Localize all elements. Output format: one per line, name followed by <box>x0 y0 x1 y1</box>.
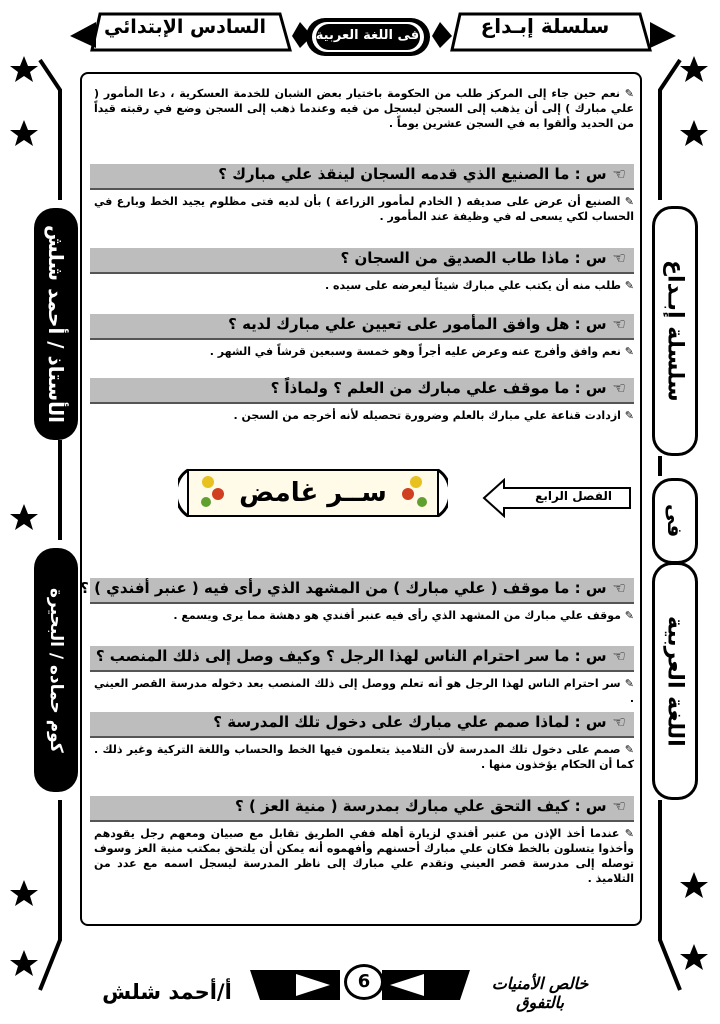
question-bar <box>90 646 634 672</box>
question-text: س : لماذا صمم علي مبارك على دخول تلك المدرسة ؟ <box>213 713 607 731</box>
hand-pointer-icon: ☜ <box>612 315 626 333</box>
star-icon <box>680 872 708 898</box>
page-number: 6 <box>344 964 384 1000</box>
bullet-icon: ✎ <box>619 827 635 840</box>
intro-answer: ✎ نعم حين جاء إلى المركز طلب من الحكومة باختيار بعض الشبان للخدمة العسكرية ، دعا المأمور ( علي مبارك ) إلى أن يذهب إلى السجن ليسجل من فيه وعندما ذهب إلى السجن وضع في رقبته قيداً من الحديد وألقوا به في السجن عشرين يوماً . <box>94 87 635 130</box>
subject-title: فى اللغة العربية <box>315 28 420 43</box>
bullet-icon: ✎ <box>620 409 634 422</box>
question-bar <box>90 248 634 274</box>
side-band-series: سلسلة إبـداع <box>652 206 698 456</box>
bullet-icon: ✎ <box>620 345 634 358</box>
grade-title: السادس الإبتدائي <box>103 16 267 38</box>
side-band-location: كوم حماده / البحيرة <box>34 548 78 792</box>
answer-text: ✎ موقف علي مبارك من المشهد الذي رأى فيه عنبر أفندي هو دهشة مما يرى ويسمع . <box>173 609 634 622</box>
hand-pointer-icon: ☜ <box>612 165 626 183</box>
star-icon <box>10 880 38 906</box>
question-bar <box>90 164 634 190</box>
side-band-teacher: الأستاذ / أحمد شلش <box>34 208 78 440</box>
star-icon <box>10 950 38 976</box>
bullet-icon: ✎ <box>620 743 634 756</box>
best-wishes: خالص الأمنيات بالتفوق <box>491 974 589 1012</box>
question-bar <box>90 796 634 822</box>
star-icon <box>10 504 38 530</box>
answer-text: ✎ ازدادت قناعة علي مبارك بالعلم وضرورة تحصيله لأنه أخرجه من السجن . <box>233 409 634 422</box>
question-bar <box>80 578 634 604</box>
side-band-in: فى <box>652 478 698 564</box>
star-icon <box>10 120 38 146</box>
question-text: س : ما موقف علي مبارك من العلم ؟ ولماذاً ؟ <box>270 379 607 397</box>
question-text: س : ماذا طاب الصديق من السجان ؟ <box>340 249 607 267</box>
question-bar <box>90 712 634 738</box>
series-title: سلسلة إبـداع <box>480 14 610 38</box>
star-icon <box>10 56 38 82</box>
chapter-title: ســر غامض <box>239 478 387 508</box>
answer-text: ✎ الصنيع أن عرض على صديقه ( الخادم لمأمور الزراعة ) بأن لديه فتى مظلوم يجيد الخط وبارع في الحساب لكي يسعى له في وظيفة عند المأمور . <box>94 195 635 223</box>
chapter-label-arrow <box>482 478 632 518</box>
star-icon <box>680 56 708 82</box>
question-text: س : كيف التحق علي مبارك بمدرسة ( منية العز ) ؟ <box>235 797 607 815</box>
chapter-number: الفصل الرابع <box>535 489 612 503</box>
bullet-icon: ✎ <box>620 677 634 690</box>
bullet-icon: ✎ <box>620 195 635 208</box>
question-text: س : ما موقف ( علي مبارك ) من المشهد الذي رأى فيه ( عنبر أفندي ) ؟ <box>80 579 607 597</box>
answer-text: ✎ طلب منه أن يكتب علي مبارك شيئاً ليعرضه على سيده . <box>325 279 634 292</box>
hand-pointer-icon: ☜ <box>612 249 626 267</box>
answer-text: ✎ صمم على دخول تلك المدرسة لأن التلاميذ يتعلمون فيها الخط والحساب واللغة التركية وغير ذلك . كما أن الحكام يؤخذون منها . <box>94 743 634 771</box>
hand-pointer-icon: ☜ <box>612 647 626 665</box>
question-text: س : هل وافق المأمور على تعيين علي مبارك لديه ؟ <box>228 315 607 333</box>
hand-pointer-icon: ☜ <box>612 797 626 815</box>
answer-text: ✎ نعم وافق وأفرج عنه وعرض عليه أجراً وهو خمسة وسبعين قرشاً في الشهر . <box>209 345 634 358</box>
answer-text: ✎ سر احترام الناس لهذا الرجل هو أنه تعلم ووصل إلى ذلك المنصب بعد دخوله مدرسة القصر العيني . <box>94 677 634 705</box>
question-bar <box>90 314 634 340</box>
question-text: س : ما الصنيع الذي قدمه السجان لينقذ علي مبارك ؟ <box>218 165 607 183</box>
question-bar <box>90 378 634 404</box>
side-band-subject: اللغة العربية <box>652 562 698 800</box>
hand-pointer-icon: ☜ <box>612 379 626 397</box>
answer-text: ✎ عندما أخذ الإذن من عنبر أفندي لزيارة أهله ففي الطريق تقابل مع صبيان ومعهم رجل يقودهم وأخذوا يتسلون بالخط فكان علي مبارك أحسنهم وأفهموه أنه يمكن أن يلتحق بمكتب منية العز وسوف توصله إلى مدرسة قصر العيني وتقدم علي مبارك إلى ناظر المدرسة ليسجل اسمه مع عدد من التلاميذ . <box>94 827 635 885</box>
star-icon <box>680 944 708 970</box>
hand-pointer-icon: ☜ <box>612 713 626 731</box>
author-signature: أ/أحمد شلش <box>102 980 232 1004</box>
bullet-icon: ✎ <box>619 87 635 100</box>
star-icon <box>680 120 708 146</box>
bullet-icon: ✎ <box>620 609 634 622</box>
question-text: س : ما سر احترام الناس لهذا الرجل ؟ وكيف وصل إلى ذلك المنصب ؟ <box>95 647 607 665</box>
hand-pointer-icon: ☜ <box>612 579 626 597</box>
bullet-icon: ✎ <box>620 279 634 292</box>
